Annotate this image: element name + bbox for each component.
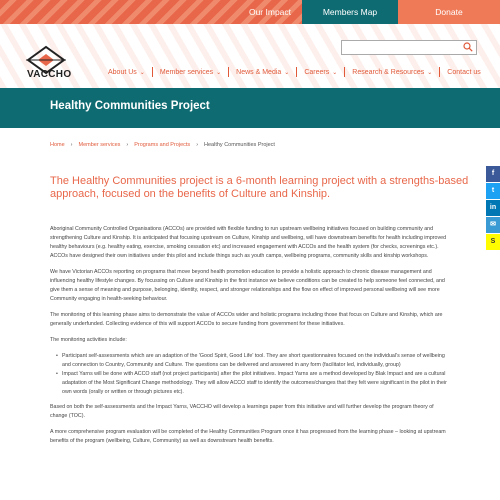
top-bar	[0, 0, 500, 24]
chevron-down-icon: ⌄	[332, 69, 338, 76]
paragraph: The monitoring activities include:	[50, 337, 127, 343]
bullet-list	[56, 352, 452, 397]
paragraph: The monitoring of this learning phase aims to demonstrate the value of ACCOs wider and holistic programs including those that focus on Culture and Kinship, which are generally underfunded. Collecting evidence of this will support ACCOs to secure funding from government for these initiatives.	[50, 312, 443, 327]
linkedin-icon[interactable]: in	[486, 200, 500, 216]
chevron-right-icon: ›	[126, 142, 129, 148]
page-title: Healthy Communities Project	[50, 100, 210, 112]
breadcrumb	[50, 142, 275, 148]
nav-separator	[228, 67, 229, 77]
paragraph: A more comprehensive program evaluation will be completed of the Healthy Communities Program once it has progressed from the learning phase – looking at upstream benefits of the program (wellbeing, Culture, Community) as well as downstream health benefits.	[50, 429, 446, 444]
site-header	[0, 24, 500, 88]
members-map-link[interactable]: Members Map	[302, 0, 398, 24]
nav-separator	[296, 67, 297, 77]
logo-text: VACCHO	[27, 69, 72, 80]
lead-text: The Healthy Communities project is a 6-month learning project with a strengths-based approach, focused on the benefits of Culture and Kinship.	[50, 175, 469, 200]
article-body	[50, 225, 452, 453]
breadcrumb-item[interactable]: Programs and Projects	[134, 142, 191, 148]
hero-banner	[0, 88, 500, 128]
nav-separator	[344, 67, 345, 77]
nav-item-label: Careers	[304, 68, 330, 76]
chevron-down-icon: ⌄	[139, 69, 145, 76]
twitter-icon[interactable]: t	[486, 183, 500, 199]
facebook-icon[interactable]: f	[486, 166, 500, 182]
main-nav	[108, 67, 481, 77]
breadcrumb-item[interactable]: Member services	[78, 142, 121, 148]
nav-item-careers[interactable]	[304, 67, 337, 77]
paragraph: We have Victorian ACCOs reporting on programs that move beyond health promotion education to provide a holistic approach to chronic disease management and influencing healthy lifestyle changes. By focussing on Culture and Kinship in the first instance we believe conditions can be created to help someone feel connected, and give them a sense of meaning and purpose, belonging, identity, respect, and stronger relationships and the flow on effect of improved personal wellbeing will see more Community engaging in health-seeking behaviour.	[50, 269, 445, 302]
nav-item-label: About Us	[108, 68, 137, 76]
paragraph: Aboriginal Community Controlled Organisations (ACCOs) are provided with flexible funding to run upstream wellbeing initiatives focused on building community and strengthening Culture and Kinship. It is anticipated that focusing upstream on Culture, Kinship and wellbeing, will have downstream benefits for health including improved healthy behaviours (e.g. healthy eating, exercise, smoking cessation etc) and increased engagement with ACCOs and the health system (for checks, screenings etc.). ACCOs have designed their own initiatives under this pilot and include things such as youth camps, wellbeing programs, community skills and kinship workshops.	[50, 226, 447, 259]
nav-item-contact-us[interactable]	[447, 67, 480, 77]
breadcrumb-item: Healthy Communities Project	[204, 142, 275, 148]
list-item: • Participant self-assessments which are an adaption of the 'Good Spirit, Good Life' tool. They are short questionnaires focused on the individual's sense of wellbeing and connection to Country, Community and Culture. The questions can be delivered and answered in any form (facilitator led, individually, group)	[56, 352, 452, 370]
breadcrumb-item[interactable]: Home	[50, 142, 65, 148]
search-input[interactable]	[341, 40, 477, 55]
nav-item-label: Research & Resources	[352, 68, 425, 76]
chevron-right-icon: ›	[70, 142, 73, 148]
nav-item-label: News & Media	[236, 68, 282, 76]
nav-item-label: Member services	[159, 68, 214, 76]
snapchat-icon[interactable]: S	[486, 234, 500, 250]
chevron-down-icon: ⌄	[284, 69, 290, 76]
donate-button[interactable]: Donate	[398, 0, 500, 24]
nav-separator	[439, 67, 440, 77]
email-icon[interactable]: ✉	[486, 217, 500, 233]
search-icon[interactable]	[463, 42, 473, 52]
nav-separator	[152, 67, 153, 77]
nav-item-news-media[interactable]	[236, 67, 289, 77]
chevron-down-icon: ⌄	[216, 69, 222, 76]
nav-item-research-resources[interactable]	[352, 67, 432, 77]
list-item: • Impact Yarns will be done with ACCO staff (not project participants) after the pilot initiatives. Impact Yarns are a method developed by Blak Impact and are a cultural adaptation of the Most Significant Change methodology. They will allow ACCO staff to identify the outcomes/changes that they felt were significant in the pilot in their own words (orally or written or through pictures etc).	[56, 370, 452, 397]
our-impact-link[interactable]: Our Impact	[248, 7, 292, 17]
paragraph: Based on both the self-assessments and the Impact Yarns, VACCHO will develop a learnings paper from this initiative and will further develop the program theory of change (TOC).	[50, 404, 434, 419]
chevron-right-icon: ›	[196, 142, 199, 148]
nav-item-about-us[interactable]	[108, 67, 145, 77]
nav-item-member-services[interactable]	[160, 67, 221, 77]
social-share-bar	[486, 166, 500, 251]
nav-item-label: Contact us	[447, 68, 481, 76]
chevron-down-icon: ⌄	[427, 69, 433, 76]
